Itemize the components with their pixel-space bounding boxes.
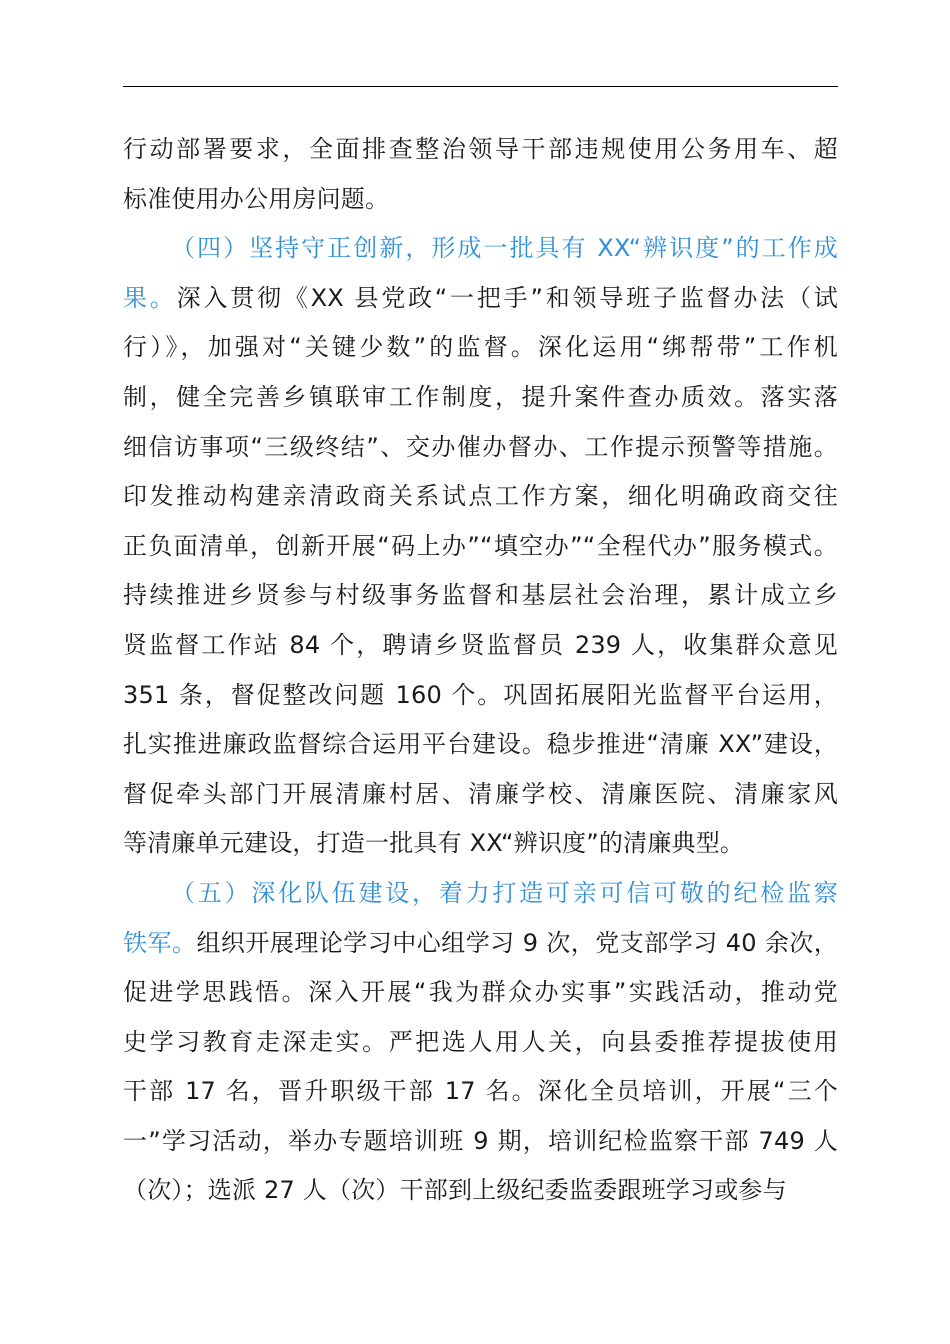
section-heading-text: 果。 [123,283,177,312]
text-line [123,1018,838,1068]
paragraph [123,224,838,869]
line-text: 细信访事项“三级终结”、交办催办督办、工作提示预警等措施。 [123,432,838,461]
text-line [123,472,838,522]
text-line [123,671,838,721]
line-text: 351 条，督促整改问题 160 个。巩固拓展阳光监督平台运用， [123,680,838,709]
line-text: 正负面清单，创新开展“码上办”“填空办”“全程代办”服务模式。 [123,531,838,560]
line-text: 贤监督工作站 84 个，聘请乡贤监督员 239 人，收集群众意见 [123,630,838,659]
text-line [123,770,838,820]
line-text: 一”学习活动，举办专题培训班 9 期，培训纪检监察干部 749 人 [123,1126,838,1155]
text-line [123,224,838,274]
text-line [123,819,838,869]
line-text: 组织开展理论学习中心组学习 9 次，党支部学习 40 余次， [196,928,838,957]
text-line [123,175,838,225]
line-text: 督促牵头部门开展清廉村居、清廉学校、清廉医院、清廉家风 [123,779,838,808]
header-rule [123,86,838,87]
line-text: 印发推动构建亲清政商关系试点工作方案，细化明确政商交往 [123,482,838,511]
line-text: 深入贯彻《XX 县党政“一把手”和领导班子监督办法（试 [176,283,838,312]
line-text: 行）》，加强对“关键少数”的监督。深化运用“绑帮带”工作机 [123,333,838,362]
paragraph [123,869,838,1216]
body-text [123,125,838,1216]
text-line [123,373,838,423]
text-line [123,621,838,671]
line-text: 干部 17 名，晋升职级干部 17 名。深化全员培训，开展“三个 [123,1077,838,1106]
line-text: 等清廉单元建设，打造一批具有 XX“辨识度”的清廉典型。 [123,829,745,858]
text-line [123,1166,838,1216]
section-heading-text: （五）深化队伍建设，着力打造可亲可信可敬的纪检监察 [171,878,838,907]
section-heading-text: 铁军。 [123,928,197,957]
paragraph [123,125,838,224]
text-line [123,125,838,175]
line-text: 制，健全完善乡镇联审工作制度，提升案件查办质效。落实落 [123,382,838,411]
text-line [123,323,838,373]
line-text: （次）；选派 27 人（次）干部到上级纪委监委跟班学习或参与 [123,1176,787,1205]
line-text: 扎实推进廉政监督综合运用平台建设。稳步推进“清廉 XX”建设， [123,730,838,759]
section-heading-text: （四）坚持守正创新，形成一批具有 XX“辨识度”的工作成 [171,234,838,263]
text-line [123,1067,838,1117]
text-line [123,919,838,969]
text-line [123,869,838,919]
text-line [123,1117,838,1167]
text-line [123,571,838,621]
line-text: 促进学思践悟。深入开展“我为群众办实事”实践活动，推动党 [123,978,838,1007]
text-line [123,720,838,770]
line-text: 标准使用办公用房问题。 [123,184,390,213]
text-line [123,423,838,473]
text-line [123,968,838,1018]
text-line [123,522,838,572]
line-text: 持续推进乡贤参与村级事务监督和基层社会治理，累计成立乡 [123,581,838,610]
text-line [123,274,838,324]
line-text: 史学习教育走深走实。严把选人用人关，向县委推荐提拔使用 [123,1027,838,1056]
line-text: 行动部署要求，全面排查整治领导干部违规使用公务用车、超 [123,135,838,163]
